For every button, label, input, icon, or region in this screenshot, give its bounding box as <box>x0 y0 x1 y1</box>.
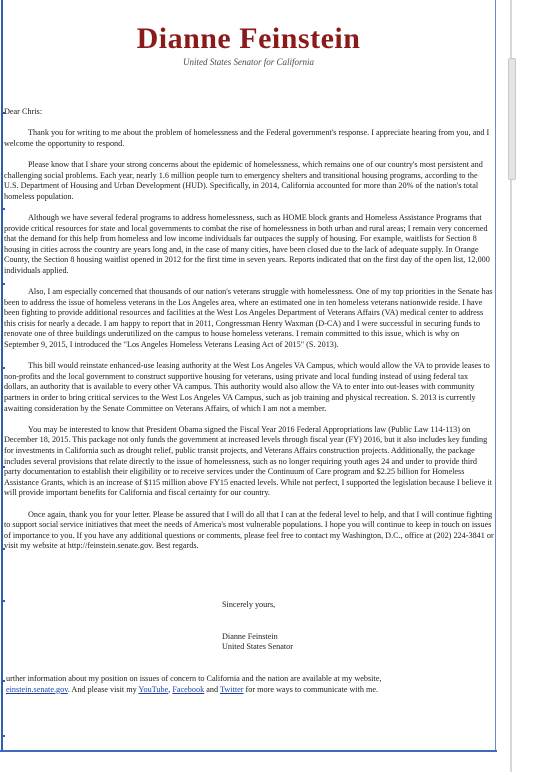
footer-text: , <box>168 685 173 694</box>
footer-text: . And please visit my <box>67 685 139 694</box>
margin-marker <box>2 600 5 602</box>
paragraph: Although we have several federal programs to address homelessness, such as HOME block grants and Homeless Assistance Programs that provide critical resources for state and local governments to combat the rise of homelessness in both urban and rural areas; I remain very concerned that the demand for this help from homeless and low income individuals far outpaces the supply of housing. For example, waitlists for Section 8 housing in cities across the country are years long and, in the case of many cities, have been closed due to the lack of adequate supply. In Orange County, the Section 8 housing waitlist opened in 2012 for the first time in seven years. Reports indicated that on the first day of the open list, 12,000 individuals applied. <box>4 212 490 275</box>
valediction: Sincerely yours, <box>222 600 276 609</box>
salutation: Dear Chris: <box>4 107 42 116</box>
twitter-link[interactable]: Twitter <box>219 685 244 694</box>
paragraph: This bill would reinstate enhanced-use leasing authority at the West Los Angeles VA Campus, which would allow the VA to provide leases to non-profits and the local government to construct supportive housing for veterans, using private and local funding instead of using federal tax dollars, an authority that is available to every other VA campus. This authority would also allow the VA to enter into out-leases with community partners in order to bring critical services to the West Los Angeles VA Campus, such as job training and physical recreation. S. 2013 is currently awaiting consideration by the Senate Committee on Veterans Affairs, of which I am not a member. <box>4 361 490 413</box>
paragraph: Once again, thank you for your letter. Please be assured that I will do all that I can at the federal level to help, and that I will continue fighting to support social service initiatives that meet the needs of America's most vulnerable populations. I hope you will continue to keep in touch on issues of importance to you. If you have any additional questions or comments, please feel free to contact my Washington, D.C., office at (202) 224-3841 or visit my website at http://feinstein.senate.gov. Best regards. <box>4 509 494 551</box>
letter-body <box>4 107 494 563</box>
paragraph: Thank you for writing to me about the problem of homelessness and the Federal government's response. I appreciate hearing from you, and I welcome the opportunity to respond. <box>4 128 490 148</box>
paragraph: You may be interested to know that President Obama signed the Fiscal Year 2016 Federal Appropriations law (Public Law 114-113) on December 18, 2015. This package not only funds the government at increased levels through fiscal year (FY) 2016, but it also includes key funding for investments in California such as drought relief, public transit projects, and Veterans Affairs construction projects. Additionally, the package includes several provisions that relate directly to the issue of homelessness, such as no longer requiring youth ages 24 and under to provide third party documentation to establish their eligibility or to receive services under the Continuum of Care program and $2.25 billion for Homeless Assistance Grants, which is an increase of $115 million above FY15 enacted levels. While not perfect, I supported the legislation because I believe it will provide important benefits for California and fiscal certainty for our country. <box>4 424 492 498</box>
paragraph: Please know that I share your strong concerns about the epidemic of homelessness, which remains one of our country's most persistent and challenging social problems. Each year, nearly 1.6 million people turn to emergency shelters and transitional housing programs, according to the U.S. Department of Housing and Urban Development (HUD). Specifically, in 2014, California accounted for more than 20% of the nation's total homeless population. <box>4 159 483 201</box>
margin-marker <box>2 735 5 737</box>
signature-title: United States Senator <box>222 642 293 652</box>
footer-text: and <box>204 685 220 694</box>
signature-name: Dianne Feinstein <box>222 631 278 641</box>
footer-note <box>6 673 494 695</box>
paragraph: Also, I am especially concerned that thousands of our nation's veterans struggle with homelessness. One of my top priorities in the Senate has been to address the issue of homeless veterans in the Los Angeles area, where an estimated one in ten homeless veterans nationwide reside. I have been fighting to provide additional resources and facilities at the West Los Angeles Department of Veterans Affairs (VA) medical center to address this crisis for nearly a decade. I am happy to report that in 2011, Congressman Henry Waxman (D-CA) and I were successful in securing funds to renovate one of three buildings underutilized on the campus to house homeless veterans. I remain committed to this issue, which is why on September 9, 2015, I introduced the "Los Angeles Homeless Veterans Leasing Act of 2015" (S. 2013). <box>4 287 493 350</box>
page-right-border <box>495 0 496 752</box>
facebook-link[interactable]: Facebook <box>172 685 205 694</box>
letterhead <box>0 22 497 68</box>
website-link[interactable]: einstein.senate.gov <box>6 685 68 694</box>
youtube-link[interactable]: YouTube <box>138 685 169 694</box>
footer-text: for more ways to communicate with me. <box>243 685 379 694</box>
footer-text: urther information about my position on issues of concern to California and the nation are available at my website, <box>6 674 382 683</box>
page-bottom-border <box>0 750 497 752</box>
senator-title: United States Senator for California <box>182 57 314 67</box>
margin-marker <box>2 680 5 682</box>
closing-block <box>222 600 293 653</box>
scrollbar-thumb[interactable] <box>508 58 516 180</box>
senator-name: Dianne Feinstein <box>136 22 361 55</box>
